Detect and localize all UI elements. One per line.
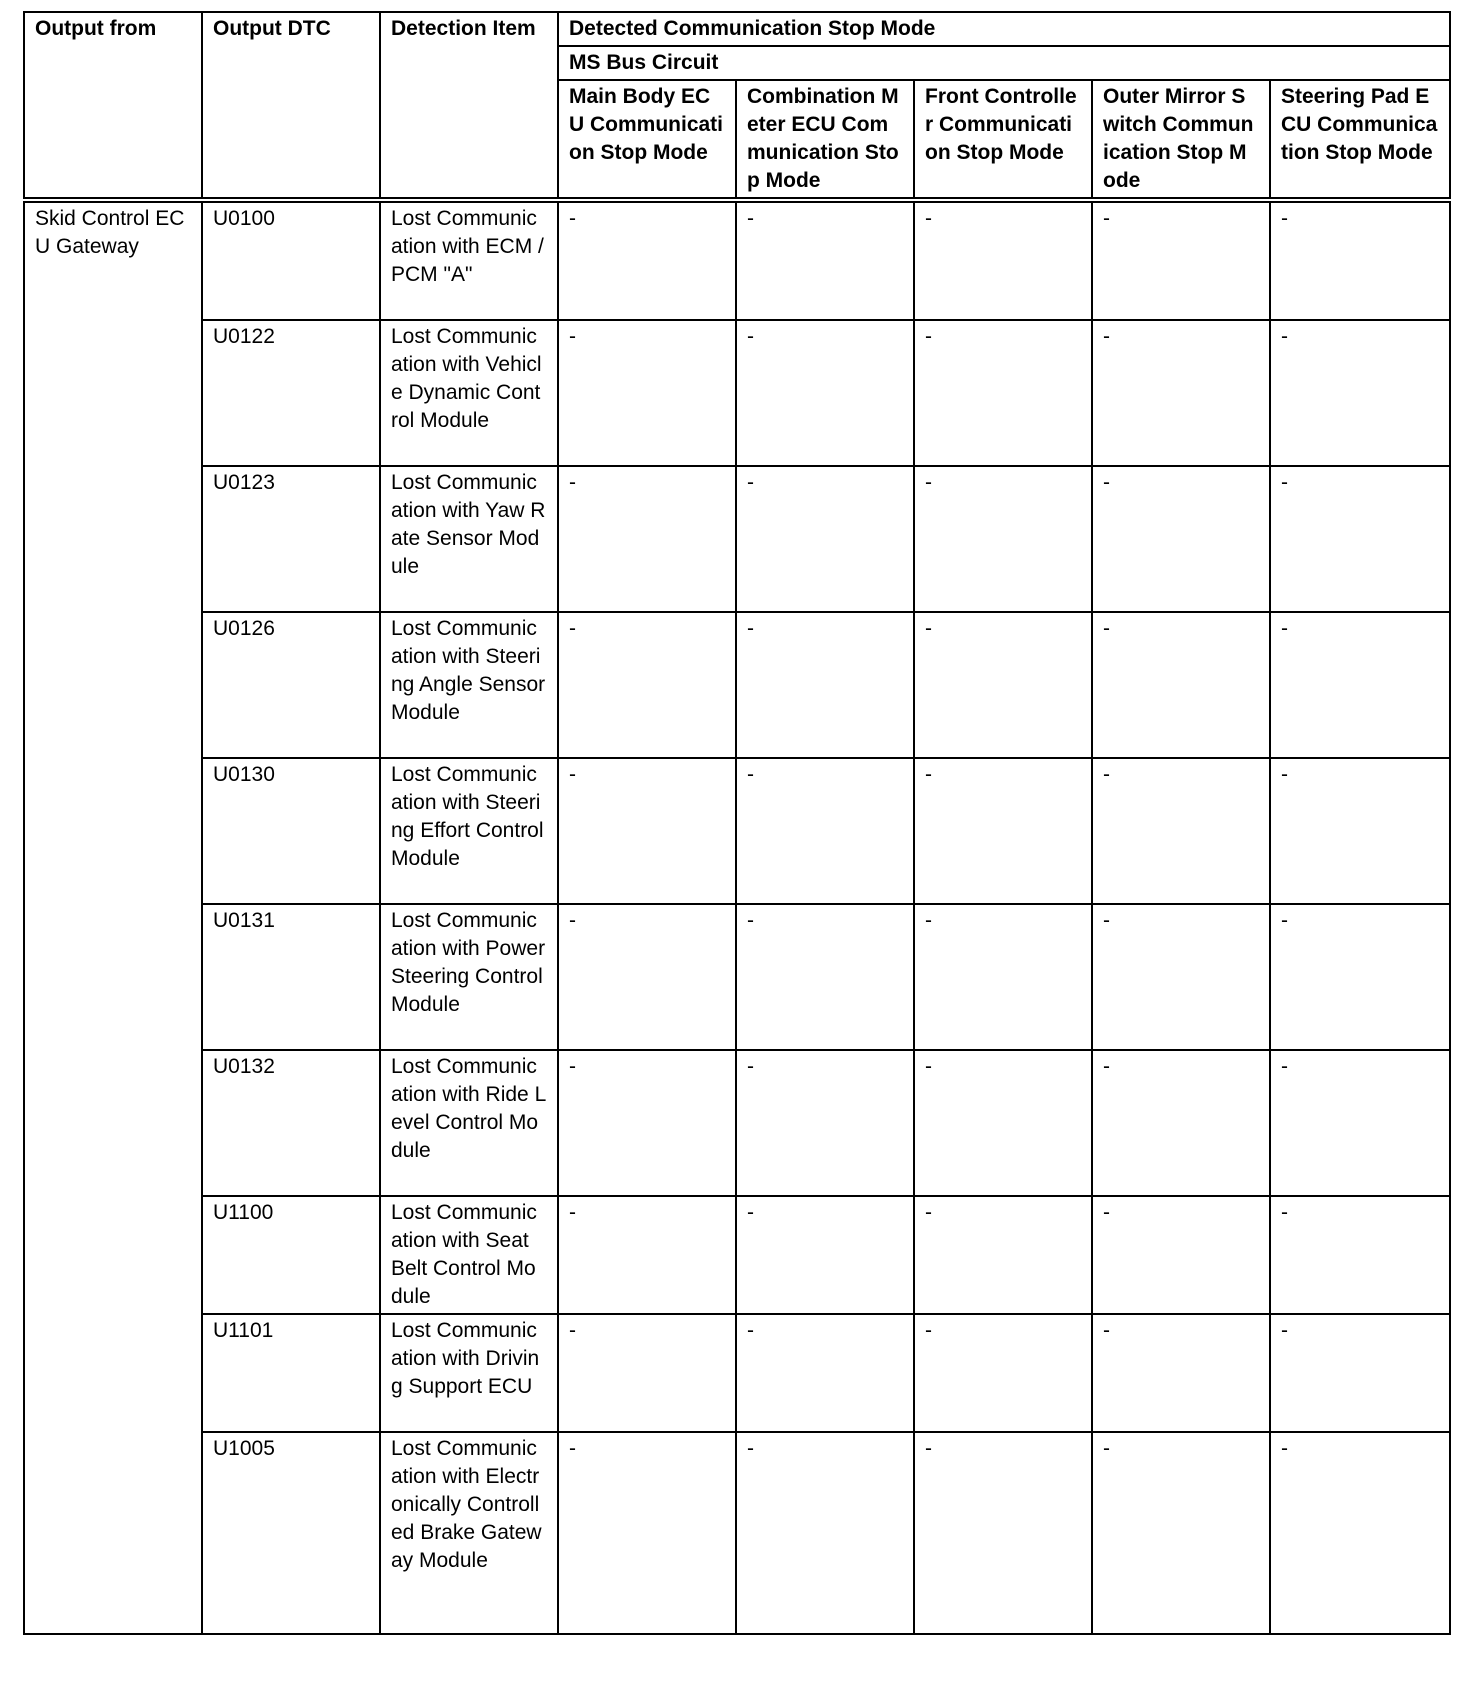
header-mode-steering-pad: Steering Pad ECU Communication Stop Mode	[1270, 80, 1450, 200]
dtc-code: U0123	[202, 466, 380, 612]
mode-value: -	[558, 758, 736, 904]
mode-value: -	[558, 1314, 736, 1432]
dtc-code: U0122	[202, 320, 380, 466]
header-row-1	[24, 12, 1450, 46]
mode-value: -	[558, 612, 736, 758]
header-output-from: Output from	[24, 12, 202, 200]
mode-value: -	[914, 1432, 1092, 1634]
mode-value: -	[914, 612, 1092, 758]
mode-value: -	[1092, 200, 1270, 320]
mode-value: -	[558, 200, 736, 320]
mode-value: -	[558, 466, 736, 612]
table-row	[24, 1050, 1450, 1196]
mode-value: -	[558, 1432, 736, 1634]
mode-value: -	[736, 904, 914, 1050]
detection-item: Lost Communication with Electronically Controlled Brake Gateway Module	[380, 1432, 558, 1634]
header-bus-circuit: MS Bus Circuit	[558, 46, 1450, 80]
dtc-code: U1101	[202, 1314, 380, 1432]
detection-item: Lost Communication with ECM / PCM "A"	[380, 200, 558, 320]
mode-value: -	[736, 320, 914, 466]
detection-item: Lost Communication with Steering Effort Control Module	[380, 758, 558, 904]
mode-value: -	[1092, 466, 1270, 612]
mode-value: -	[736, 1196, 914, 1314]
detection-item: Lost Communication with Vehicle Dynamic Control Module	[380, 320, 558, 466]
detection-item: Lost Communication with Seat Belt Control Module	[380, 1196, 558, 1314]
mode-value: -	[1270, 1196, 1450, 1314]
mode-value: -	[914, 1314, 1092, 1432]
mode-value: -	[1092, 758, 1270, 904]
table-row	[24, 466, 1450, 612]
mode-value: -	[558, 1196, 736, 1314]
mode-value: -	[1092, 904, 1270, 1050]
header-output-dtc: Output DTC	[202, 12, 380, 200]
dtc-table	[23, 11, 1451, 1635]
mode-value: -	[1270, 466, 1450, 612]
mode-value: -	[1092, 612, 1270, 758]
table-row	[24, 1196, 1450, 1314]
table-row	[24, 904, 1450, 1050]
header-detection-item: Detection Item	[380, 12, 558, 200]
header-mode-front-controller: Front Controller Communication Stop Mode	[914, 80, 1092, 200]
header-mode-combination-meter: Combination Meter ECU Communication Stop Mode	[736, 80, 914, 200]
mode-value: -	[1092, 1432, 1270, 1634]
dtc-code: U0131	[202, 904, 380, 1050]
detection-item: Lost Communication with Ride Level Control Module	[380, 1050, 558, 1196]
mode-value: -	[914, 200, 1092, 320]
mode-value: -	[1270, 612, 1450, 758]
mode-value: -	[736, 758, 914, 904]
dtc-code: U0100	[202, 200, 380, 320]
header-detected-mode: Detected Communication Stop Mode	[558, 12, 1450, 46]
mode-value: -	[558, 1050, 736, 1196]
mode-value: -	[914, 904, 1092, 1050]
table-row	[24, 200, 1450, 320]
mode-value: -	[914, 320, 1092, 466]
dtc-code: U0130	[202, 758, 380, 904]
header-mode-outer-mirror: Outer Mirror Switch Communication Stop Mode	[1092, 80, 1270, 200]
table-row	[24, 320, 1450, 466]
mode-value: -	[558, 320, 736, 466]
dtc-code: U0126	[202, 612, 380, 758]
mode-value: -	[1092, 1050, 1270, 1196]
mode-value: -	[736, 1432, 914, 1634]
mode-value: -	[736, 466, 914, 612]
table-row	[24, 612, 1450, 758]
mode-value: -	[1270, 1432, 1450, 1634]
mode-value: -	[736, 200, 914, 320]
table-row	[24, 1432, 1450, 1634]
mode-value: -	[1270, 200, 1450, 320]
output-from-cell: Skid Control ECU Gateway	[24, 200, 202, 1634]
mode-value: -	[558, 904, 736, 1050]
mode-value: -	[1270, 758, 1450, 904]
mode-value: -	[736, 1314, 914, 1432]
dtc-code: U1005	[202, 1432, 380, 1634]
mode-value: -	[1092, 1196, 1270, 1314]
table-row	[24, 1314, 1450, 1432]
detection-item: Lost Communication with Steering Angle Sensor Module	[380, 612, 558, 758]
mode-value: -	[1092, 1314, 1270, 1432]
mode-value: -	[1270, 1314, 1450, 1432]
detection-item: Lost Communication with Driving Support ECU	[380, 1314, 558, 1432]
table-row	[24, 758, 1450, 904]
mode-value: -	[1270, 1050, 1450, 1196]
dtc-code: U1100	[202, 1196, 380, 1314]
mode-value: -	[914, 1196, 1092, 1314]
mode-value: -	[736, 1050, 914, 1196]
mode-value: -	[914, 1050, 1092, 1196]
mode-value: -	[914, 758, 1092, 904]
detection-item: Lost Communication with Power Steering Control Module	[380, 904, 558, 1050]
mode-value: -	[1270, 904, 1450, 1050]
mode-value: -	[1270, 320, 1450, 466]
mode-value: -	[736, 612, 914, 758]
mode-value: -	[1092, 320, 1270, 466]
header-mode-main-body: Main Body ECU Communication Stop Mode	[558, 80, 736, 200]
dtc-code: U0132	[202, 1050, 380, 1196]
mode-value: -	[914, 466, 1092, 612]
detection-item: Lost Communication with Yaw Rate Sensor Module	[380, 466, 558, 612]
